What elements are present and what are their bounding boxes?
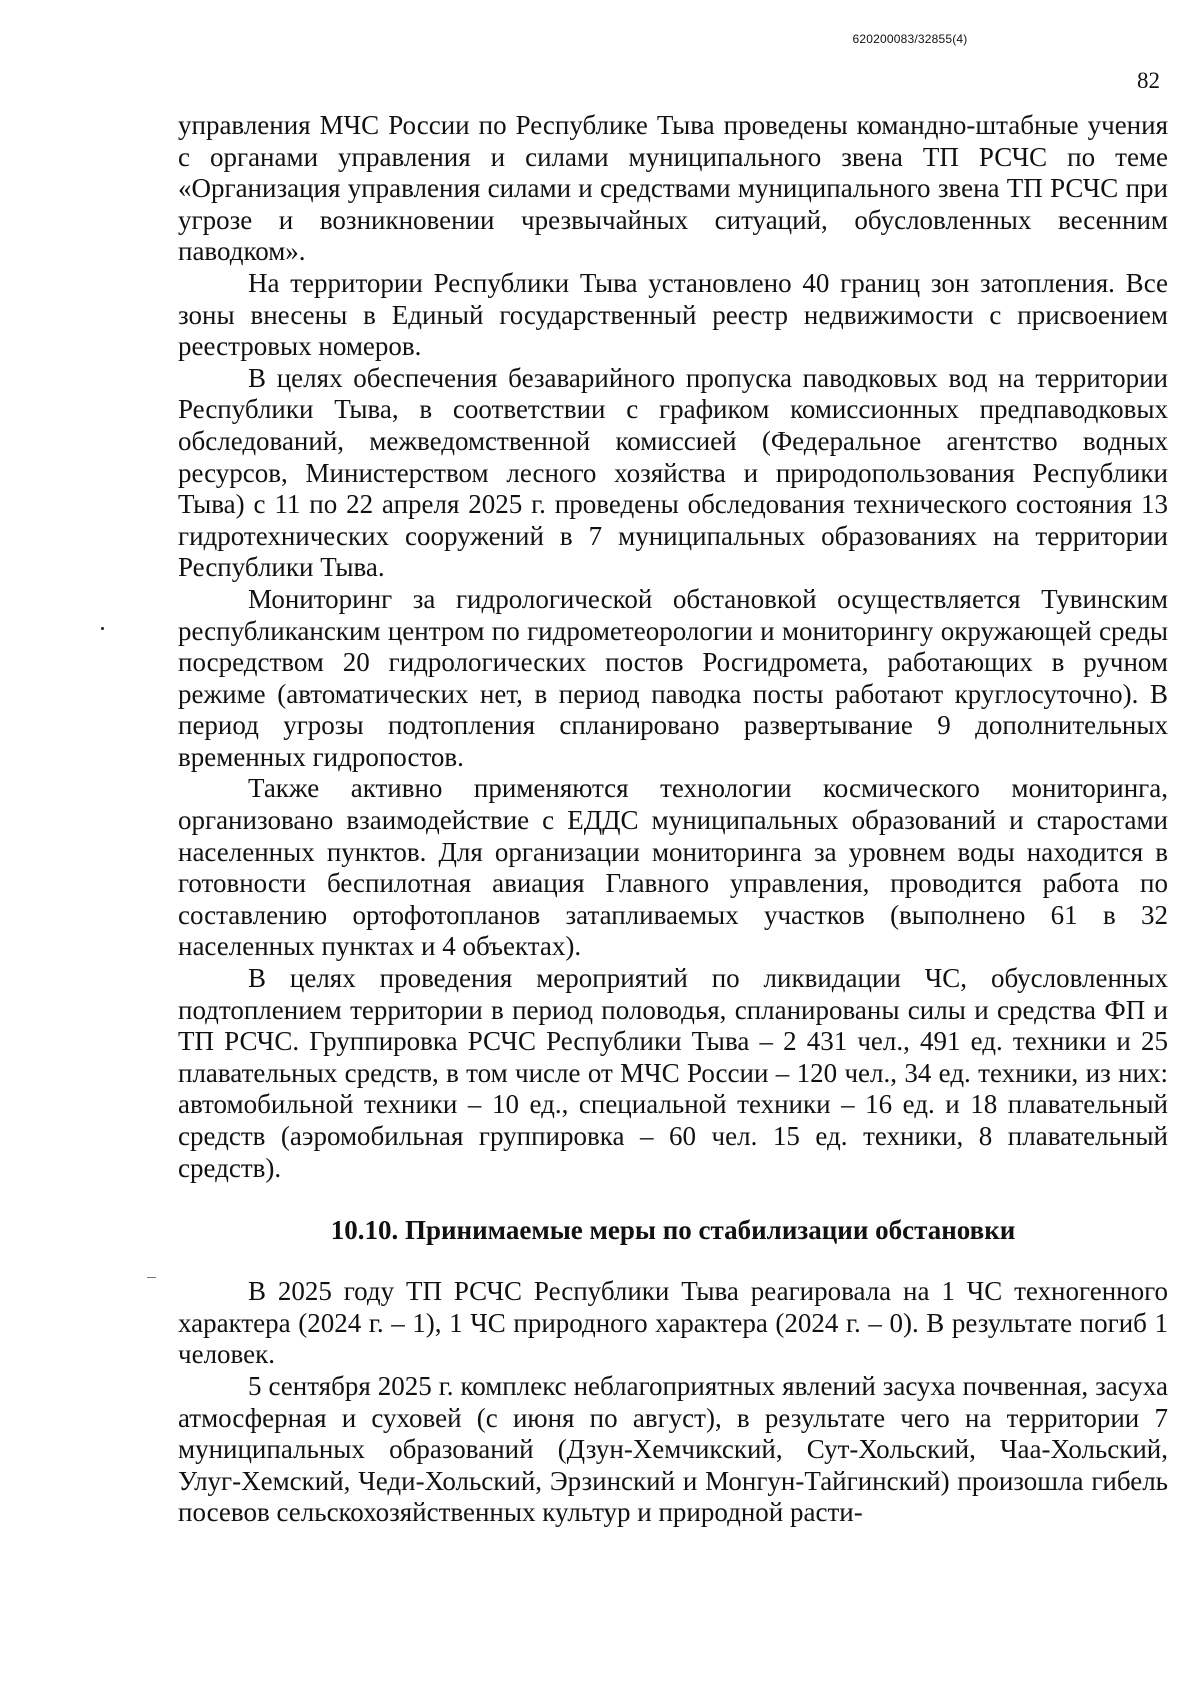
section-heading: 10.10. Принимаемые меры по стабилизации обстановки <box>330 1215 1016 1246</box>
paragraph-drought: 5 сентября 2025 г. комплекс неблагоприятных явлений засуха почвенная, засуха атмосферная и суховей (с июня по август), в результате чего на территории 7 муниципальных образований (Дзун-Хемчикский, Сут-Хольский, Чаа-Хольский, Улуг-Хемский, Чеди-Хольский, Эрзинский и Монгун-Тайгинский) произошла гибель посевов сельскохозяйственных культур и природной расти- <box>178 1370 1168 1528</box>
paragraph-forces-and-means: В целях проведения мероприятий по ликвидации ЧС, обусловленных подтоплением территории в период половодья, спланированы силы и средства ФП и ТП РСЧС. Группировка РСЧС Республики Тыва – 2 431 чел., 491 ед. техники и 25 плавательных средств, в том числе от МЧС России – 120 чел., 34 ед. техники, из них: автомобильной техники – 10 ед., специальной техники – 16 ед. и 18 плавательный средств (аэромобильная группировка – 60 чел. 15 ед. техники, 8 плавательный средств). <box>178 963 1168 1183</box>
paragraph-flood-zones: На территории Республики Тыва установлено 40 границ зон затопления. Все зоны внесены в Единый государственный реестр недвижимости с присвоением реестровых номеров. <box>178 267 1168 362</box>
scan-speck <box>101 627 104 630</box>
document-code: 620200083/32855(4) <box>852 32 968 46</box>
paragraph-hydro-monitoring: Мониторинг за гидрологической обстановкой осуществляется Тувинским республиканским центром по гидрометеорологии и мониторингу окружающей среды посредством 20 гидрологических постов Росгидромета, работающих в ручном режиме (автоматических нет, в период паводка посты работают круглосуточно). В период угрозы подтопления спланировано развертывание 9 дополнительных временных гидропостов. <box>178 583 1168 772</box>
paragraph-continuation: управления МЧС России по Республике Тыва проведены командно-штабные учения с органами управления и силами муниципального звена ТП РСЧС по теме «Организация управления силами и средствами муниципального звена ТП РСЧС при угрозе и возникновении чрезвычайных ситуаций, обусловленных весенним паводком». <box>178 110 1168 267</box>
document-body <box>178 110 1168 1529</box>
paragraph-hydro-inspections: В целях обеспечения безаварийного пропуска паводковых вод на территории Республики Тыва, в соответствии с графиком комиссионных предпаводковых обследований, межведомственной комиссией (Федеральное агентство водных ресурсов, Министерством лесного хозяйства и природопользования Республики Тыва) с 11 по 22 апреля 2025 г. проведены обследования технического состояния 13 гидротехнических сооружений в 7 муниципальных образованиях на территории Республики Тыва. <box>178 362 1168 583</box>
scan-mark <box>147 1277 156 1278</box>
paragraph-emergencies-2025: В 2025 году ТП РСЧС Республики Тыва реагировала на 1 ЧС техногенного характера (2024 г. – 1), 1 ЧС природного характера (2024 г. – 0). В результате погиб 1 человек. <box>178 1276 1168 1370</box>
page-number: 82 <box>1137 68 1160 93</box>
paragraph-space-monitoring: Также активно применяются технологии космического мониторинга, организовано взаимодействие с ЕДДС муниципальных образований и старостами населенных пунктов. Для организации мониторинга за уровнем воды находится в готовности беспилотная авиация Главного управления, проводится работа по составлению ортофотопланов затапливаемых участков (выполнено 61 в 32 населенных пунктах и 4 объектах). <box>178 773 1168 962</box>
